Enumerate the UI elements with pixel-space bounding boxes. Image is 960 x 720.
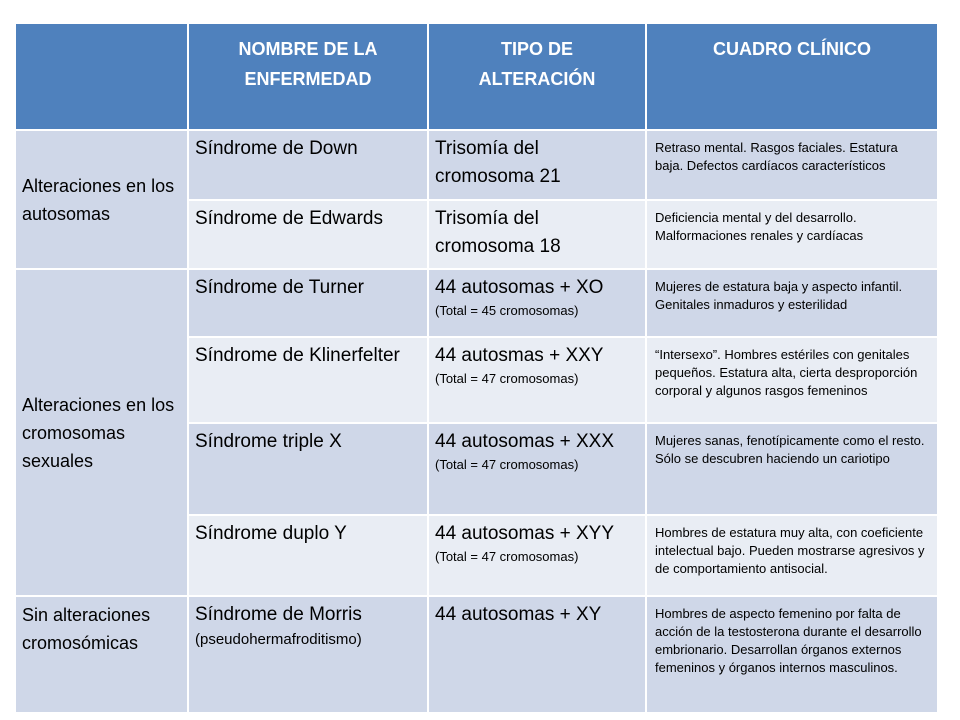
header-empty <box>15 23 188 130</box>
row-type: Trisomía del cromosoma 21 <box>428 130 646 200</box>
row-type: Trisomía del cromosoma 18 <box>428 200 646 269</box>
row-type: 44 autosomas + XY <box>428 596 646 713</box>
row-name: Síndrome duplo Y <box>188 515 428 596</box>
header-cuadro: CUADRO CLÍNICO <box>646 23 938 130</box>
row-name: Síndrome de Down <box>188 130 428 200</box>
row-type: 44 autosmas + XXY (Total = 47 cromosomas) <box>428 337 646 423</box>
row-type-note: (Total = 47 cromosomas) <box>435 371 579 386</box>
row-type-note: (Total = 47 cromosomas) <box>435 549 579 564</box>
row-clinical: Deficiencia mental y del desarrollo. Malformaciones renales y cardíacas <box>646 200 938 269</box>
group-label-autosomas: Alteraciones en los autosomas <box>15 130 188 269</box>
row-type-note: (Total = 45 cromosomas) <box>435 303 579 318</box>
group-label-sexuales: Alteraciones en los cromosomas sexuales <box>15 269 188 596</box>
row-clinical: Mujeres de estatura baja y aspecto infantil. Genitales inmaduros y esterilidad <box>646 269 938 337</box>
row-name: Síndrome triple X <box>188 423 428 515</box>
row-type-note: (Total = 47 cromosomas) <box>435 457 579 472</box>
row-clinical: Mujeres sanas, fenotípicamente como el resto. Sólo se descubren haciendo un cariotipo <box>646 423 938 515</box>
row-clinical: Hombres de estatura muy alta, con coeficiente intelectual bajo. Pueden mostrarse agresivos y de comportamiento antisocial. <box>646 515 938 596</box>
row-type: 44 autosomas + XYY (Total = 47 cromosomas) <box>428 515 646 596</box>
group-label-sin-alteraciones: Sin alteraciones cromosómicas <box>15 596 188 713</box>
row-clinical: Retraso mental. Rasgos faciales. Estatura baja. Defectos cardíacos característicos <box>646 130 938 200</box>
row-name: Síndrome de Morris (pseudohermafroditismo) <box>188 596 428 713</box>
row-name-note: (pseudohermafroditismo) <box>195 631 362 648</box>
row-type: 44 autosomas + XO (Total = 45 cromosomas) <box>428 269 646 337</box>
header-tipo: TIPO DE ALTERACIÓN <box>428 23 646 130</box>
header-nombre: NOMBRE DE LA ENFERMEDAD <box>188 23 428 130</box>
row-name: Síndrome de Klinerfelter <box>188 337 428 423</box>
disease-table <box>15 23 938 713</box>
row-name: Síndrome de Edwards <box>188 200 428 269</box>
row-clinical: Hombres de aspecto femenino por falta de acción de la testosterona durante el desarrollo embrionario. Desarrollan órganos externos femeninos y órganos internos masculinos. <box>646 596 938 713</box>
row-clinical: “Intersexo”. Hombres estériles con genitales pequeños. Estatura alta, cierta desproporción corporal y algunos rasgos femeninos <box>646 337 938 423</box>
row-type: 44 autosomas + XXX (Total = 47 cromosomas) <box>428 423 646 515</box>
row-name: Síndrome de Turner <box>188 269 428 337</box>
